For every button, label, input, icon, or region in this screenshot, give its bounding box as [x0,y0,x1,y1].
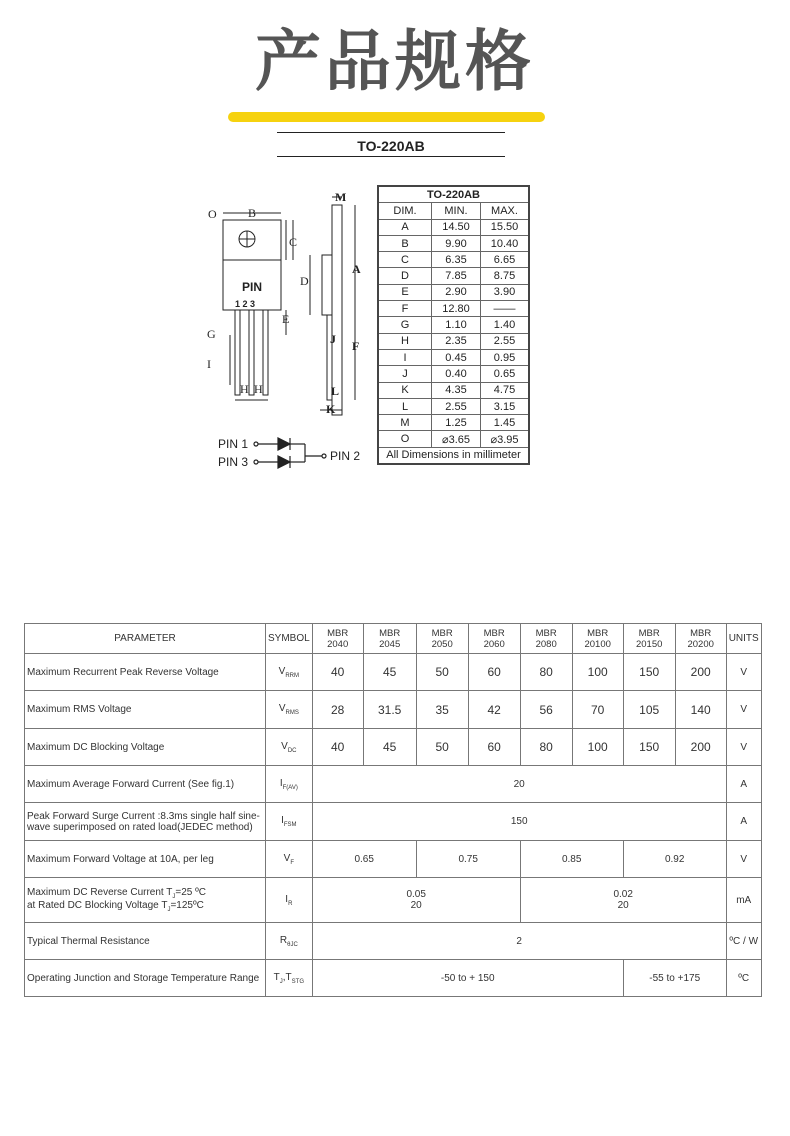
unit-cell: V [726,691,761,729]
dim-header: MIN. [432,203,481,219]
units-header: UNITS [726,624,761,654]
value-cell: 40 [312,729,363,766]
tab-outline [223,220,281,260]
dim-label-m: M [335,190,347,204]
dim-label-j: J [330,332,336,346]
value-cell: 105 [623,691,675,729]
parameter-name: Maximum Average Forward Current (See fig.1) [25,766,266,803]
dim-cell: 6.35 [432,252,481,268]
dim-cell: 0.95 [481,349,530,365]
value-cell: 2 [312,923,726,960]
value-cell: 28 [312,691,363,729]
value-cell: 150 [623,654,675,691]
dim-cell: 8.75 [481,268,530,284]
value-cell: -50 to + 150 [312,960,623,997]
table-row [25,729,762,766]
dim-cell: ⌀3.65 [432,431,481,447]
dim-cell: H [378,333,432,349]
value-cell: 50 [416,654,468,691]
dim-cell: 1.10 [432,317,481,333]
pin1-label: PIN 1 [218,437,249,451]
unit-cell: mA [726,878,761,923]
symbol-cell: $R_{\theta JC}$ [266,923,313,960]
dim-cell: 0.65 [481,366,530,382]
value-cell: 100 [572,654,623,691]
dim-label-b: B [248,206,257,220]
dim-cell: 10.40 [481,235,530,251]
symbol-cell: $V_{DC}$ [266,729,313,766]
dimension-table-footer: All Dimensions in millimeter [378,447,529,464]
dim-cell: 2.90 [432,284,481,300]
package-rule-top [277,132,505,133]
symbol-cell: $I_{FSM}$ [266,803,313,841]
value-cell: 0.75 [416,841,520,878]
value-cell: 150 [623,729,675,766]
symbol-cell: $I_{F(AV)}$ [266,766,313,803]
table-row [25,803,762,841]
unit-cell: ºC [726,960,761,997]
dim-cell: 1.40 [481,317,530,333]
table-row [25,691,762,729]
dim-label-g: G [207,327,216,341]
dim-cell: D [378,268,432,284]
dimension-table [377,185,530,465]
parameter-name: Maximum DC Reverse Current $T_J=25$ ºC at Rated DC Blocking Voltage $T_J=125ºC$ [25,878,266,923]
dim-cell: 15.50 [481,219,530,235]
dim-cell: 1.45 [481,415,530,431]
dim-cell: 3.90 [481,284,530,300]
unit-cell: V [726,841,761,878]
dim-cell: 1.25 [432,415,481,431]
dim-label-e: E [282,312,290,326]
dim-cell: —— [481,301,530,317]
value-cell: 200 [675,729,726,766]
parameter-name: Typical Thermal Resistance [25,923,266,960]
dim-cell: 2.55 [432,398,481,414]
unit-cell: V [726,729,761,766]
dim-cell: 9.90 [432,235,481,251]
dim-cell: L [378,398,432,414]
model-header: MBR 20200 [675,624,726,654]
dim-cell: M [378,415,432,431]
dim-cell: 12.80 [432,301,481,317]
dim-label-f: F [352,339,360,353]
value-cell: 0.85 [520,841,623,878]
dim-cell: K [378,382,432,398]
dim-cell: 14.50 [432,219,481,235]
value-cell: 0.05 20 [312,878,520,923]
value-cell: 100 [572,729,623,766]
dim-cell: 0.45 [432,349,481,365]
parameter-name: Peak Forward Surge Current :8.3ms single half sine- wave superimposed on rated load(JEDEC method) [25,803,266,841]
parameter-name: Maximum Forward Voltage at 10A, per leg [25,841,266,878]
package-outline-drawing [190,185,375,485]
dim-cell: 0.40 [432,366,481,382]
diode-schematic-icon [254,438,326,468]
value-cell: 150 [312,803,726,841]
dim-cell: 3.15 [481,398,530,414]
title-underline [228,112,545,122]
pin-label: PIN [242,280,263,294]
dim-header: DIM. [378,203,432,219]
dim-header: MAX. [481,203,530,219]
model-header: MBR 2040 [312,624,363,654]
dim-cell: G [378,317,432,333]
value-cell: 0.92 [623,841,726,878]
parameter-name: Maximum Recurrent Peak Reverse Voltage [25,654,266,691]
electrical-spec-table [24,623,762,997]
lead-3 [263,310,268,395]
dim-label-h1: H [240,382,249,396]
page-title: 产品规格 [255,23,535,100]
symbol-cell: $I_R$ [266,878,313,923]
symbol-cell: $V_{RRM}$ [266,654,313,691]
model-header: MBR 20100 [572,624,623,654]
value-cell: 45 [363,654,416,691]
dim-cell: 4.35 [432,382,481,398]
dim-cell: O [378,431,432,447]
value-cell: 40 [312,654,363,691]
table-row [25,923,762,960]
value-cell: 140 [675,691,726,729]
dim-cell: I [378,349,432,365]
dim-cell: 6.65 [481,252,530,268]
model-header: MBR 2045 [363,624,416,654]
dimension-table-title: TO-220AB [378,186,529,203]
dim-cell: 2.55 [481,333,530,349]
dim-label-k: K [326,402,336,416]
symbol-cell: $T_J,T_{STG}$ [266,960,313,997]
dim-label-a: A [352,262,361,276]
dim-label-c: C [289,235,298,249]
pin2-label: PIN 2 [330,449,361,463]
spec-header-row [25,624,762,654]
dim-cell: C [378,252,432,268]
unit-cell: V [726,654,761,691]
model-header: MBR 2050 [416,624,468,654]
parameter-name: Maximum DC Blocking Voltage [25,729,266,766]
value-cell: 0.65 [312,841,416,878]
model-header: MBR 20150 [623,624,675,654]
value-cell: 200 [675,654,726,691]
dim-cell: B [378,235,432,251]
dim-label-d: D [300,274,309,288]
dim-cell: 4.75 [481,382,530,398]
table-row [25,766,762,803]
dim-label-l: L [331,384,340,398]
unit-cell: ºC / W [726,923,761,960]
dim-label-h2: H [254,382,263,396]
value-cell: 42 [468,691,520,729]
pin3-label: PIN 3 [218,455,249,469]
symbol-cell: $V_{RMS}$ [266,691,313,729]
parameter-name: Maximum RMS Voltage [25,691,266,729]
unit-cell: A [726,766,761,803]
dim-cell: 7.85 [432,268,481,284]
value-cell: -55 to +175 [623,960,726,997]
dim-cell: E [378,284,432,300]
value-cell: 60 [468,654,520,691]
dim-cell: ⌀3.95 [481,431,530,447]
value-cell: 80 [520,729,572,766]
model-header: MBR 2060 [468,624,520,654]
parameter-name: Operating Junction and Storage Temperature Range [25,960,266,997]
value-cell: 50 [416,729,468,766]
dim-cell: A [378,219,432,235]
dim-label-i: I [207,357,211,371]
value-cell: 80 [520,654,572,691]
value-cell: 0.02 20 [520,878,726,923]
unit-cell: A [726,803,761,841]
table-row [25,960,762,997]
value-cell: 35 [416,691,468,729]
value-cell: 60 [468,729,520,766]
model-header: MBR 2080 [520,624,572,654]
parameter-header: PARAMETER [25,624,266,654]
dim-cell: 2.35 [432,333,481,349]
value-cell: 56 [520,691,572,729]
table-row [25,878,762,923]
dim-cell: F [378,301,432,317]
value-cell: 31.5 [363,691,416,729]
pin-numbers: 1 2 3 [235,299,256,309]
symbol-cell: $V_F$ [266,841,313,878]
package-label: TO-220AB [357,138,425,154]
dim-cell: J [378,366,432,382]
table-row [25,841,762,878]
package-rule-bottom [277,156,505,157]
value-cell: 70 [572,691,623,729]
value-cell: 45 [363,729,416,766]
value-cell: 20 [312,766,726,803]
symbol-header: SYMBOL [266,624,313,654]
dim-label-o: O [208,207,217,221]
table-row [25,654,762,691]
